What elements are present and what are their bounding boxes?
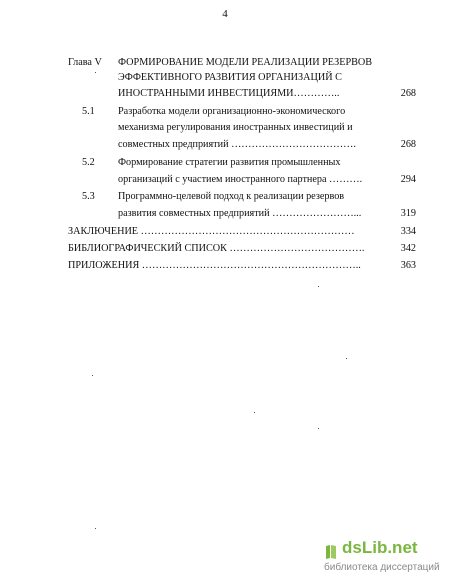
section-page: 268 (400, 139, 416, 150)
section-title-line: Программно-целевой подход к реализации резервов (118, 191, 345, 202)
section-title-line: механизма регулирования иностранных инвестиций и (118, 122, 353, 133)
chapter-title-line-1: ФОРМИРОВАНИЕ МОДЕЛИ РЕАЛИЗАЦИИ РЕЗЕРВОВ (118, 57, 373, 68)
toc-entry-title: ПРИЛОЖЕНИЯ ……………………………………………………….. (68, 260, 361, 271)
scan-speck (346, 358, 347, 359)
section-page: 319 (400, 208, 416, 219)
chapter-page: 268 (400, 88, 416, 99)
scan-speck (254, 412, 255, 413)
section-number: 5.3 (82, 191, 95, 202)
section-title-line: организаций с участием иностранного партнера ………. (118, 174, 363, 185)
toc-entry-page: 363 (400, 260, 416, 271)
scan-speck (95, 528, 96, 529)
toc-entry-title: ЗАКЛЮЧЕНИЕ ……………………………………………………… (68, 226, 355, 237)
section-title-line: совместных предприятий ………………………………. (118, 139, 356, 150)
book-icon (324, 544, 338, 560)
section-title-line: Формирование стратегии развития промышленных (118, 157, 341, 168)
scan-speck (95, 72, 96, 73)
scan-speck (92, 375, 93, 376)
toc-entry-title: БИБЛИОГРАФИЧЕСКИЙ СПИСОК …………………………………. (68, 243, 365, 254)
watermark-tagline: библиотека диссертаций (324, 562, 440, 573)
toc-entry-page: 342 (400, 243, 416, 254)
chapter-title-line-2: ЭФФЕКТИВНОГО РАЗВИТИЯ ОРГАНИЗАЦИЙ С (118, 72, 342, 83)
section-title-line: развития совместных предприятий ……………………... (118, 208, 362, 219)
scan-speck (318, 286, 319, 287)
scan-speck (318, 428, 319, 429)
section-page: 294 (400, 174, 416, 185)
page-number: 4 (222, 8, 228, 20)
dslib-watermark (324, 538, 440, 576)
watermark-brand: dsLib.net (342, 538, 418, 557)
chapter-label: Глава V (68, 57, 102, 68)
chapter-title-line-3: ИНОСТРАННЫМИ ИНВЕСТИЦИЯМИ………….. (118, 88, 340, 99)
section-number: 5.2 (82, 157, 95, 168)
section-number: 5.1 (82, 106, 95, 117)
toc-entry-page: 334 (400, 226, 416, 237)
section-title-line: Разработка модели организационно-экономического (118, 106, 346, 117)
